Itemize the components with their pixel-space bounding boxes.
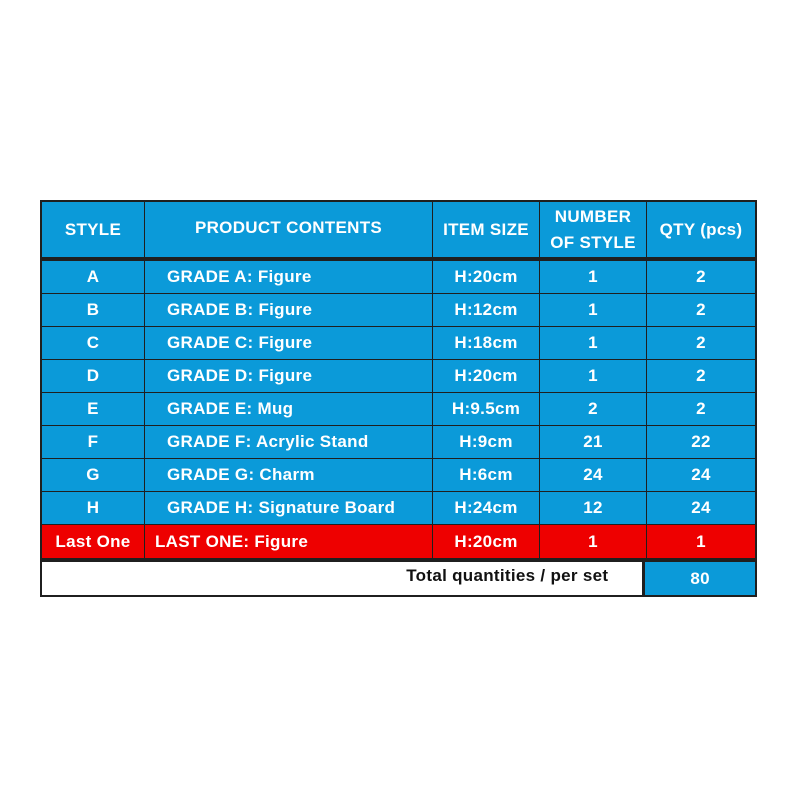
table-row: [42, 360, 755, 393]
cell-qty: 24: [647, 492, 755, 525]
cell-number: 24: [540, 459, 647, 492]
header-item-size: ITEM SIZE: [433, 202, 540, 258]
cell-style: H: [42, 492, 145, 525]
cell-style: G: [42, 459, 145, 492]
cell-product: GRADE H: Signature Board: [145, 492, 433, 525]
cell-product: GRADE D: Figure: [145, 360, 433, 393]
cell-style: C: [42, 327, 145, 360]
cell-product: GRADE E: Mug: [145, 393, 433, 426]
cell-size: H:20cm: [433, 525, 540, 559]
cell-qty: 2: [647, 261, 755, 294]
cell-style: A: [42, 261, 145, 294]
cell-number: 2: [540, 393, 647, 426]
cell-product: GRADE C: Figure: [145, 327, 433, 360]
cell-product: LAST ONE: Figure: [145, 525, 433, 559]
cell-size: H:20cm: [433, 360, 540, 393]
table-row: [42, 294, 755, 327]
cell-qty: 2: [647, 327, 755, 360]
cell-product: GRADE B: Figure: [145, 294, 433, 327]
cell-number: 1: [540, 360, 647, 393]
table-row: [42, 459, 755, 492]
cell-qty: 2: [647, 393, 755, 426]
cell-product: GRADE F: Acrylic Stand: [145, 426, 433, 459]
cell-style: D: [42, 360, 145, 393]
cell-size: H:12cm: [433, 294, 540, 327]
product-table: [40, 200, 757, 597]
cell-number: 1: [540, 525, 647, 559]
cell-qty: 2: [647, 294, 755, 327]
header-qty: QTY (pcs): [647, 202, 755, 258]
total-row: [42, 562, 755, 595]
cell-number: 1: [540, 327, 647, 360]
cell-product: GRADE A: Figure: [145, 261, 433, 294]
cell-size: H:6cm: [433, 459, 540, 492]
table-row: [42, 426, 755, 459]
cell-qty: 24: [647, 459, 755, 492]
cell-size: H:24cm: [433, 492, 540, 525]
cell-size: H:18cm: [433, 327, 540, 360]
cell-size: H:20cm: [433, 261, 540, 294]
header-number-line1: NUMBER: [554, 206, 632, 226]
cell-style: E: [42, 393, 145, 426]
cell-product: GRADE G: Charm: [145, 459, 433, 492]
cell-qty: 1: [647, 525, 755, 559]
header-number-of-style: [540, 202, 647, 258]
table-row: [42, 261, 755, 294]
table-row: [42, 393, 755, 426]
cell-style: B: [42, 294, 145, 327]
cell-qty: 22: [647, 426, 755, 459]
header-product-contents: PRODUCT CONTENTS: [145, 202, 433, 258]
cell-size: H:9.5cm: [433, 393, 540, 426]
total-label: Total quantities / per set: [42, 562, 645, 595]
cell-qty: 2: [647, 360, 755, 393]
cell-number: 12: [540, 492, 647, 525]
table-row: [42, 492, 755, 525]
header-style: STYLE: [42, 202, 145, 258]
header-number-line2: OF STYLE: [550, 232, 636, 252]
cell-number: 1: [540, 294, 647, 327]
cell-style: F: [42, 426, 145, 459]
cell-size: H:9cm: [433, 426, 540, 459]
table-row: [42, 327, 755, 360]
table-header-row: [42, 202, 755, 261]
total-value: 80: [645, 562, 755, 595]
cell-number: 21: [540, 426, 647, 459]
cell-number: 1: [540, 261, 647, 294]
cell-style: Last One: [42, 525, 145, 559]
last-one-row: [42, 525, 755, 562]
